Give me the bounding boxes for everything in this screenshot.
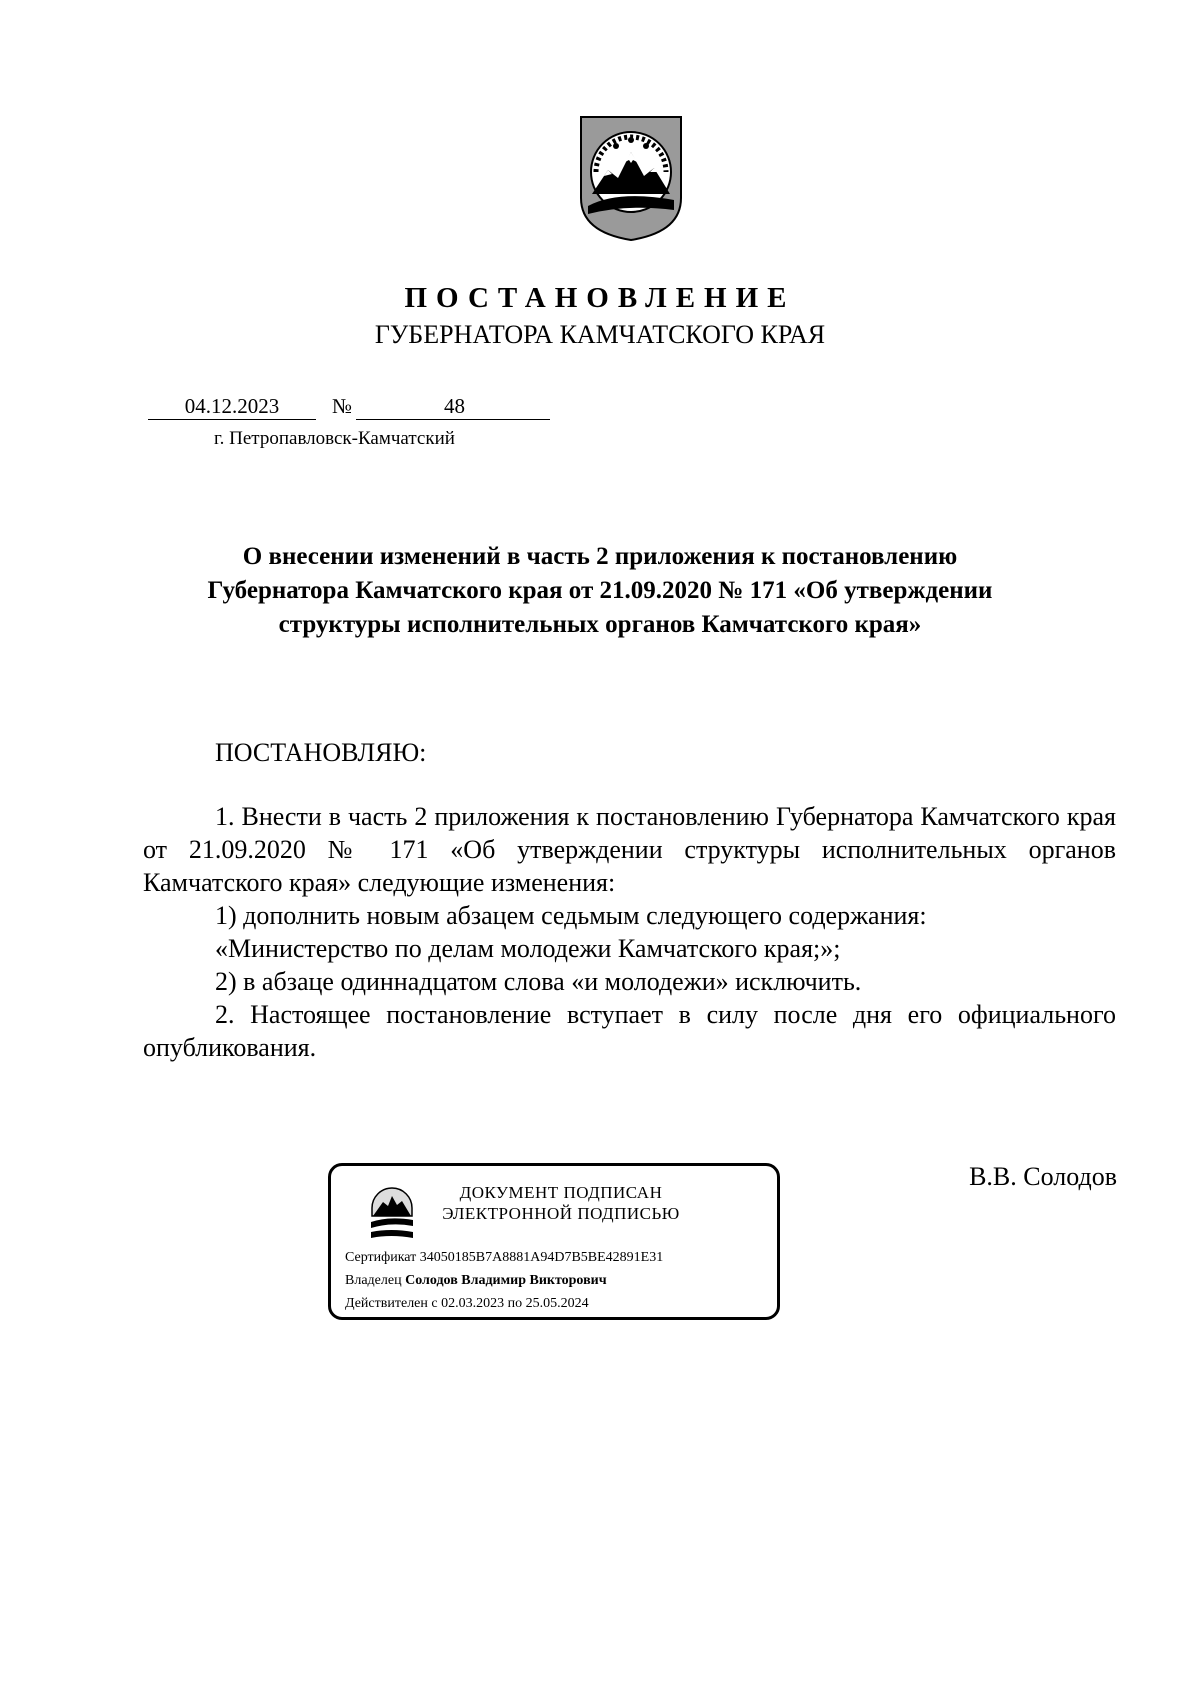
- document-subtitle: ГУБЕРНАТОРА КАМЧАТСКОГО КРАЯ: [374, 320, 826, 349]
- stamp-certificate: [345, 1250, 663, 1266]
- paragraph: 2) в абзаце одиннадцатом слова «и молодежи» исключить.: [215, 967, 862, 996]
- owner-label: Владелец: [345, 1273, 402, 1288]
- coat-of-arms-emblem: [578, 114, 684, 242]
- stamp-owner: [345, 1273, 607, 1289]
- paragraph: «Министерство по делам молодежи Камчатского края;»;: [215, 934, 841, 963]
- certificate-label: Сертификат: [345, 1250, 417, 1265]
- document-city: г. Петропавловск-Камчатский: [214, 428, 455, 449]
- valid-to-value: 25.05.2024: [525, 1296, 589, 1311]
- paragraph: 1. Внести в часть 2 приложения к постановлению Губернатора Камчатского края от 21.09.2020 № 171 «Об утверждении структуры исполнительных органов Камчатского края» следующие изменения:: [143, 802, 1116, 897]
- document-number-field: [356, 393, 550, 420]
- stamp-heading-line: ЭЛЕКТРОННОЙ ПОДПИСЬЮ: [442, 1204, 680, 1223]
- signatory-name: В.В. Солодов: [969, 1162, 1117, 1191]
- stamp-heading: [436, 1182, 686, 1224]
- valid-from-value: 02.03.2023: [441, 1296, 505, 1311]
- document-number: 48: [444, 394, 465, 418]
- heading-line: структуры исполнительных органов Камчатского края»: [278, 611, 922, 638]
- electronic-signature-stamp: [328, 1163, 780, 1320]
- stamp-heading-line: ДОКУМЕНТ ПОДПИСАН: [459, 1183, 663, 1202]
- document-body: [143, 800, 1116, 1064]
- heading-line: Губернатора Камчатского края от 21.09.2020 № 171 «Об утверждении: [207, 577, 993, 604]
- paragraph: 1) дополнить новым абзацем седьмым следующего содержания:: [215, 901, 927, 930]
- document-title: ПОСТАНОВЛЕНИЕ: [404, 282, 796, 314]
- decree-word: ПОСТАНОВЛЯЮ:: [215, 738, 427, 767]
- heading-line: О внесении изменений в часть 2 приложения к постановлению: [242, 543, 958, 570]
- number-label: №: [332, 394, 353, 418]
- stamp-emblem-icon: [369, 1186, 415, 1242]
- valid-to-label: по: [507, 1296, 523, 1311]
- document-heading: [150, 540, 1050, 642]
- certificate-value: 34050185B7A8881A94D7B5BE42891E31: [419, 1250, 664, 1265]
- validity-label: Действителен: [345, 1296, 428, 1311]
- document-date: 04.12.2023: [148, 393, 316, 420]
- paragraph: 2. Настоящее постановление вступает в силу после дня его официального опубликования.: [143, 1000, 1116, 1062]
- stamp-validity: [345, 1296, 589, 1312]
- owner-value: Солодов Владимир Викторович: [405, 1273, 607, 1288]
- valid-from-label: с: [431, 1296, 438, 1311]
